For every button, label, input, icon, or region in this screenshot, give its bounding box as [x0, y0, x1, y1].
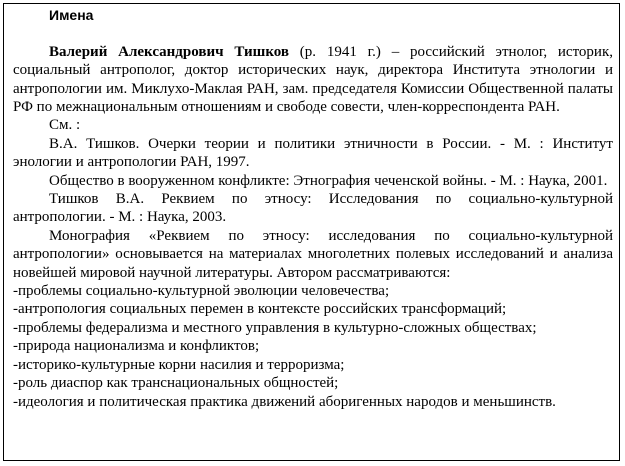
reference-item: В.А. Тишков. Очерки теории и политики этничности в России. - М. : Институт энологии и антропологии РАН, 1997.	[13, 135, 613, 171]
document-body	[13, 6, 613, 411]
list-item: -природа национализма и конфликтов;	[13, 338, 260, 355]
person-name: Валерий Александрович Тишков	[49, 43, 289, 60]
bio-paragraph	[13, 43, 613, 117]
topics-list	[13, 282, 613, 411]
blank-line	[13, 24, 613, 42]
see-also-label: См. :	[49, 117, 81, 134]
list-item: -роль диаспор как транснациональных общностей;	[13, 375, 339, 392]
reference-item: Общество в вооруженном конфликте: Этнография чеченской войны. - М. : Наука, 2001.	[49, 172, 608, 189]
bio-text: (р. 1941 г.) – российский этнолог, историк, социальный антрополог, доктор исторических наук, директора Института этнологии и антропологии им. Миклухо-Маклая РАН, зам. председателя Комиссии Общественной палаты РФ по межнациональным отношениям и свободе совести, член-корреспондента РАН.	[13, 43, 613, 115]
section-heading: Имена	[49, 7, 94, 23]
reference-item: Тишков В.А. Реквием по этносу: Исследования по социально-культурной антропологии. - М. : Наука, 2003.	[13, 191, 613, 226]
list-item: -историко-культурные корни насилия и терроризма;	[13, 356, 345, 373]
list-item: -антропология социальных перемен в контексте российских трансформаций;	[13, 301, 507, 318]
list-item: -идеология и политическая практика движений аборигенных народов и меньшинств.	[13, 393, 556, 410]
list-item: -проблемы федерализма и местного управления в культурно-сложных обществах;	[13, 319, 537, 336]
list-item: -проблемы социально-культурной эволюции человечества;	[13, 283, 390, 300]
monograph-description: Монография «Реквием по этносу: исследования по социально-культурной антропологии» основывается на материалах многолетних полевых исследований и анализа новейшей мировой научной литературы. Автором рассматриваются:	[13, 227, 613, 281]
